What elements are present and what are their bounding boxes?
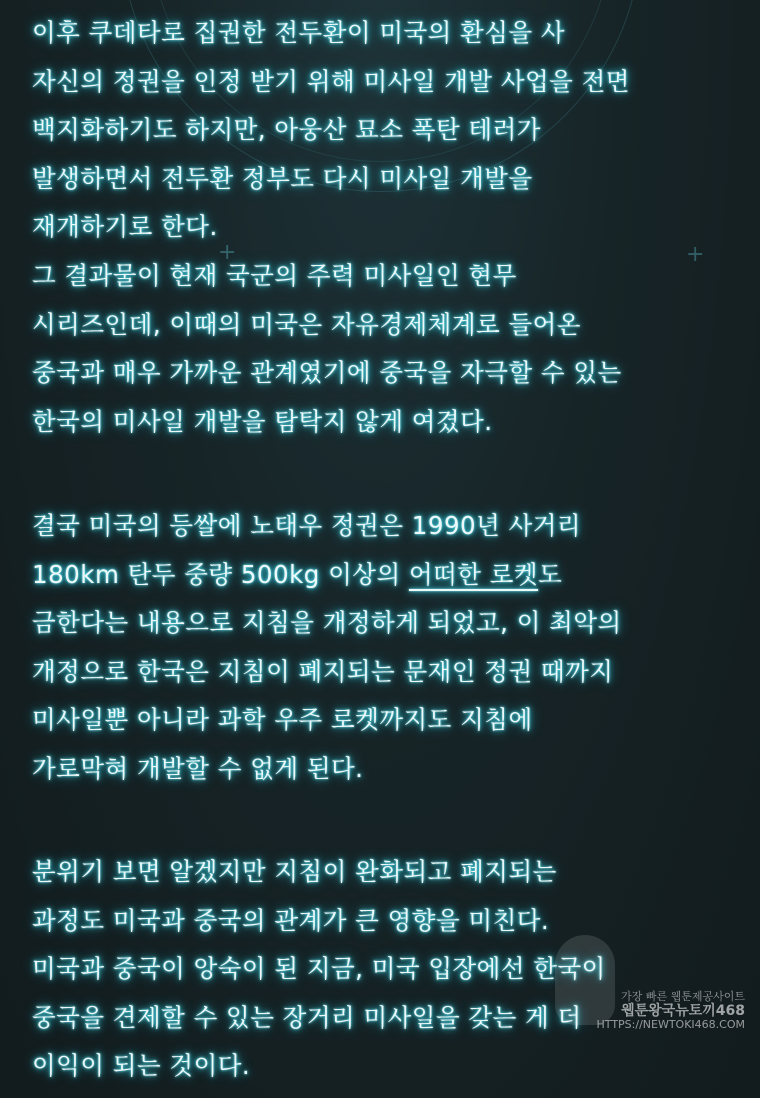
crosshair-decoration: + (686, 242, 705, 267)
text-line: 분위기 보면 알겠지만 지침이 완화되고 폐지되는 (32, 857, 557, 886)
watermark-url: HTTPS://NEWTOKI468.COM (596, 1018, 745, 1031)
text-line: 중국을 견제할 수 있는 장거리 미사일을 갖는 게 더 (32, 1002, 582, 1032)
text-line: 그 결과물이 현재 국군의 주력 미사일인 현무 (32, 260, 517, 290)
text-line-with-underline (32, 551, 732, 600)
paragraph-1 (32, 9, 732, 446)
watermark-tagline: 가장 빠른 웹툰제공사이트 (621, 990, 745, 1003)
paragraph-2 (32, 502, 732, 794)
paragraph-3 (32, 848, 732, 1091)
text-line: 백지화하기도 하지만, 아웅산 묘소 폭탄 테러가 (32, 115, 541, 145)
text-line: 미사일뿐 아니라 과학 우주 로켓까지도 지침에 (32, 705, 533, 735)
underlined-phrase: 어떠한 로켓 (408, 559, 539, 589)
text-line: 금한다는 내용으로 지침을 개정하게 되었고, 이 최악의 (32, 608, 622, 638)
text-line: 이익이 되는 것이다. (32, 1051, 251, 1081)
text-segment: 도 (538, 559, 563, 589)
text-line: 시리즈인데, 이때의 미국은 자유경제체계로 들어온 (32, 309, 581, 339)
watermark-site-name: 웹툰왕국뉴토끼468 (621, 1003, 745, 1019)
text-line: 재개하기로 한다. (32, 212, 218, 242)
text-line: 이후 쿠데타로 집권한 전두환이 미국의 환심을 사 (32, 18, 566, 47)
text-line: 결국 미국의 등쌀에 노태우 정권은 1990년 사거리 (32, 511, 582, 540)
text-segment: 180km 탄두 중량 500kg 이상의 (32, 559, 409, 589)
text-line: 발생하면서 전두환 정부도 다시 미사일 개발을 (32, 163, 533, 193)
text-line: 개정으로 한국은 지침이 폐지되는 문재인 정권 때까지 (32, 656, 614, 686)
text-line: 과정도 미국과 중국의 관계가 큰 영향을 미친다. (32, 905, 550, 935)
text-line: 가로막혀 개발할 수 없게 된다. (32, 753, 364, 783)
text-line: 자신의 정권을 인정 받기 위해 미사일 개발 사업을 전면 (32, 66, 630, 96)
text-line: 한국의 미사일 개발을 탐탁지 않게 여겼다. (32, 406, 493, 436)
site-watermark (595, 990, 745, 1032)
text-line: 미국과 중국이 앙숙이 된 지금, 미국 입장에선 한국이 (32, 954, 606, 984)
crosshair-decoration: + (218, 240, 237, 265)
text-line: 중국과 매우 가까운 관계였기에 중국을 자극할 수 있는 (32, 358, 622, 388)
